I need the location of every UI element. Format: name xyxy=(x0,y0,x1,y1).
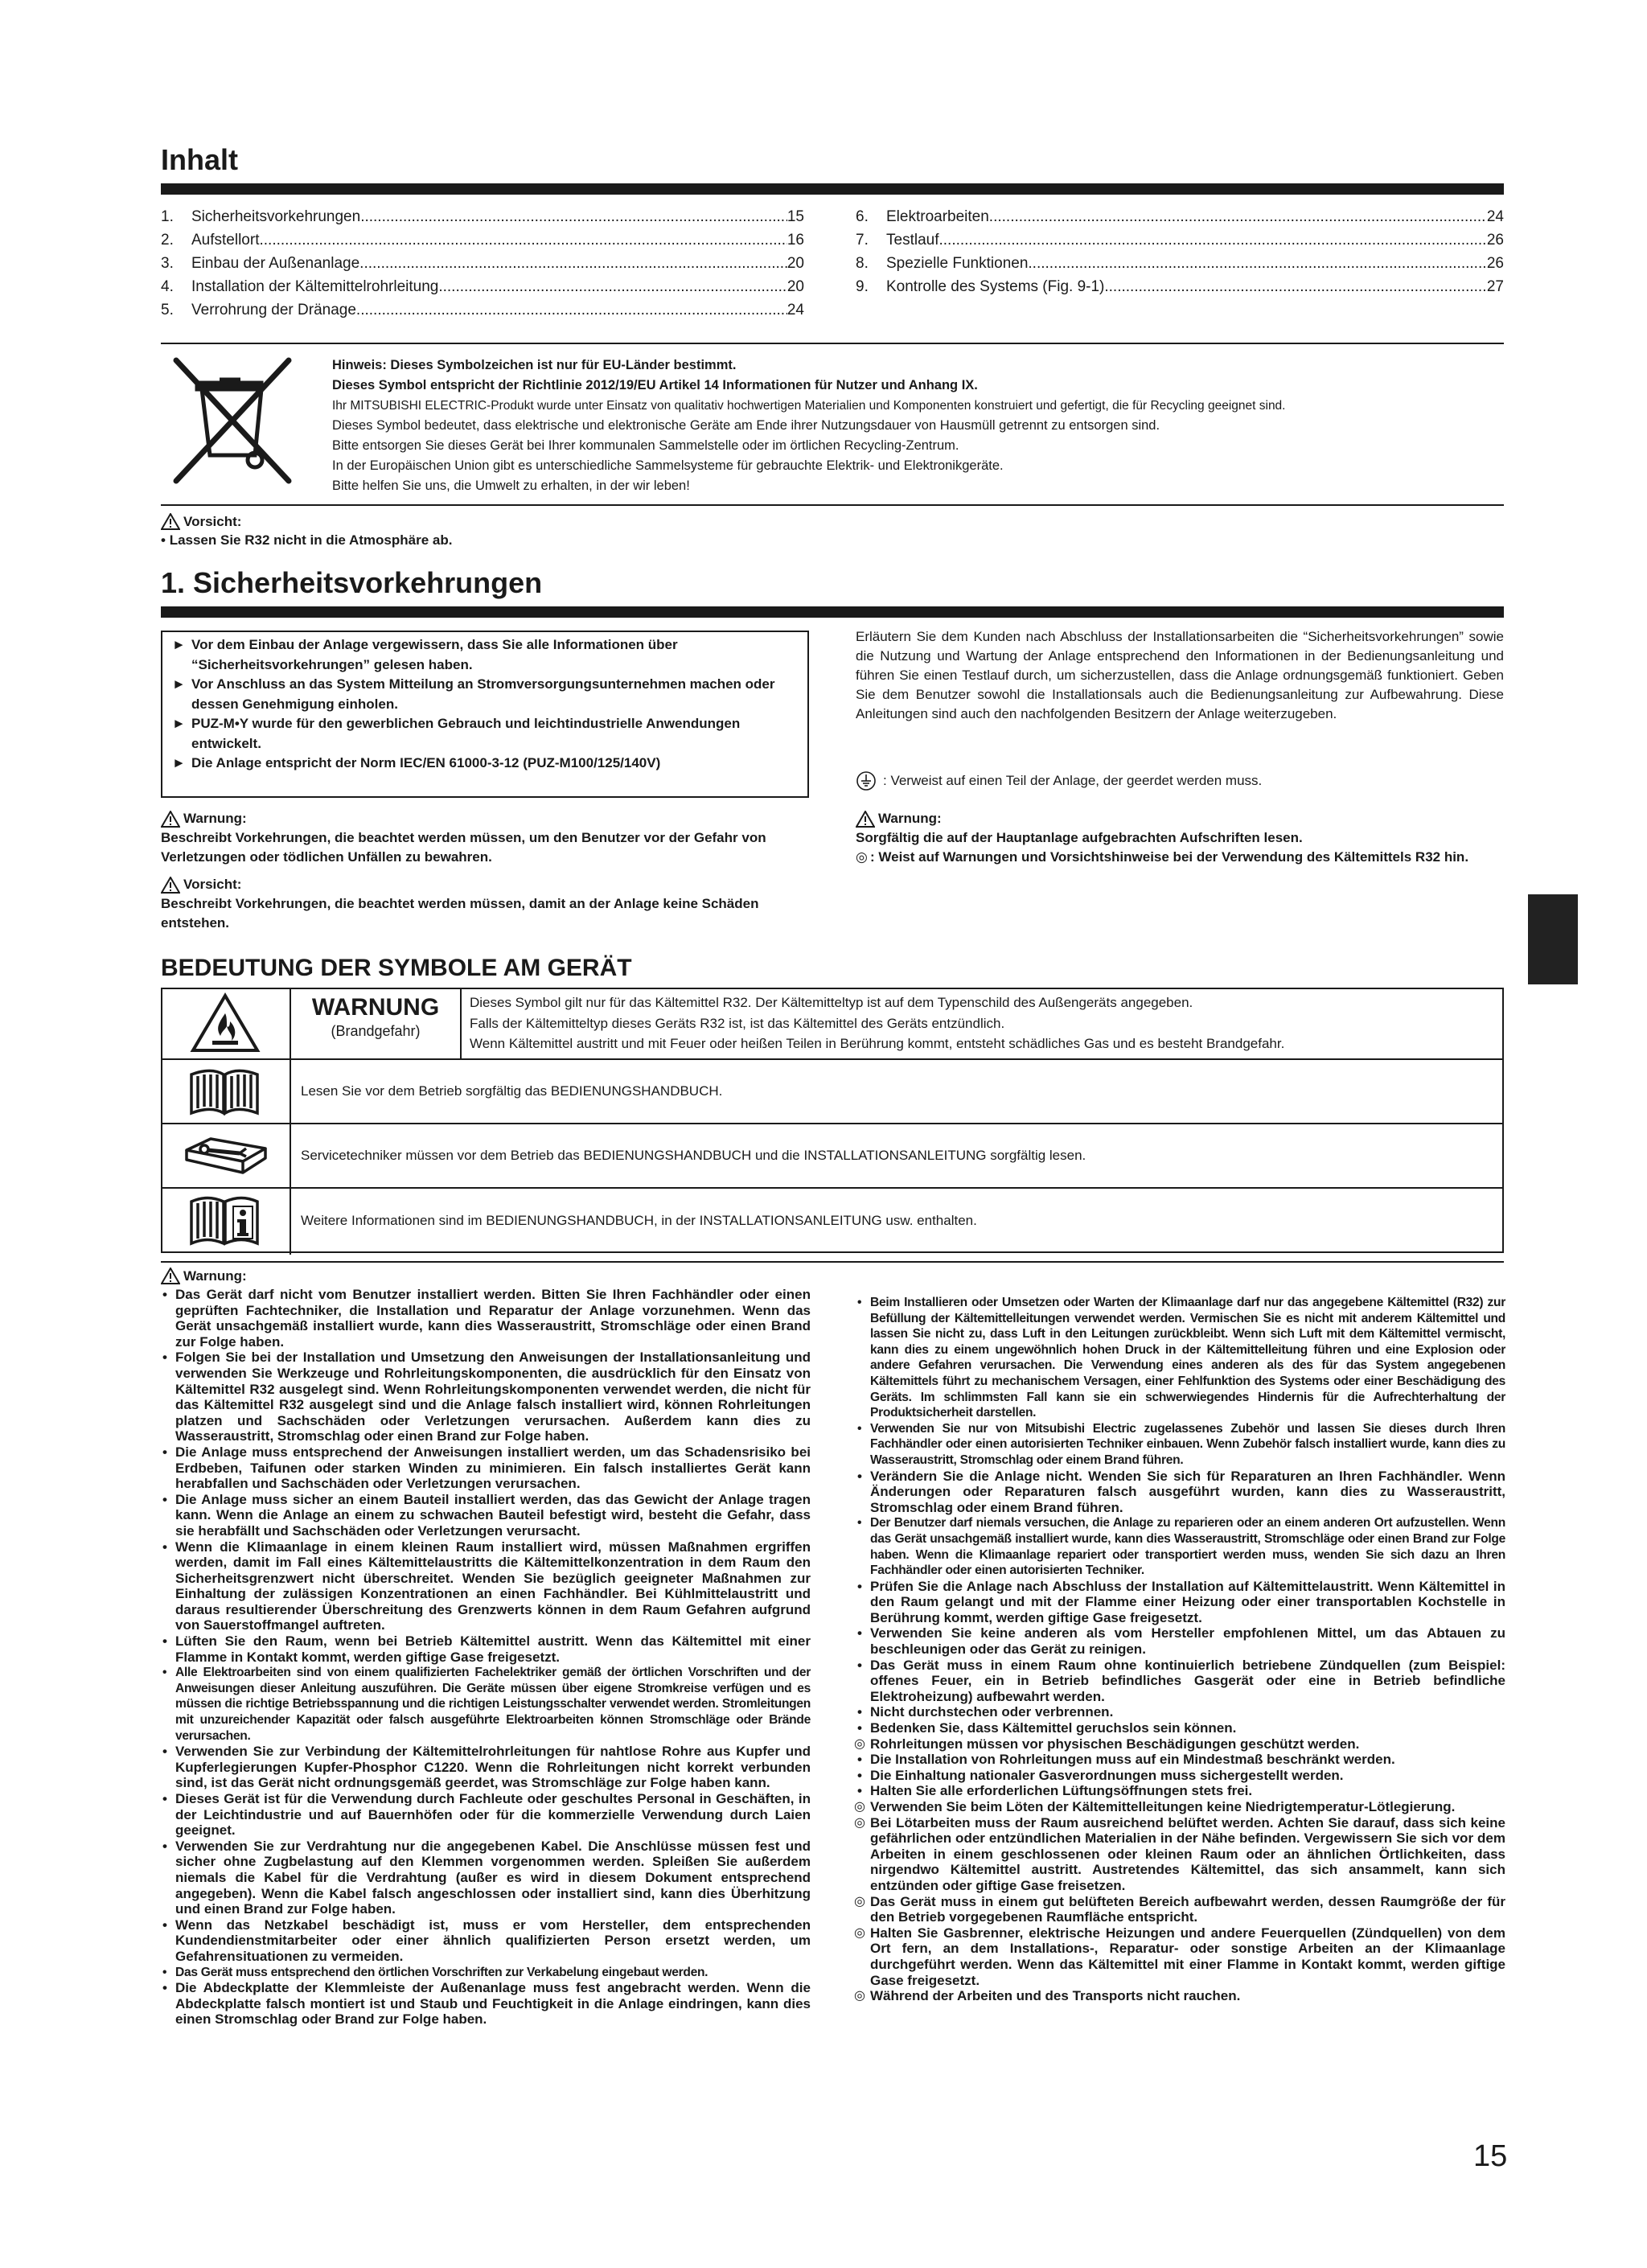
warning-list-item: • Lüften Sie den Raum, wenn bei Betrieb Kältemittel austritt. Wenn das Kältemittel mit einer Flamme in Kontakt kommt, werden giftige Gase freigesetzt. xyxy=(161,1633,811,1665)
eu-notice-line: Dieses Symbol bedeutet, dass elektrische und elektronische Geräte am Ende ihrer Nutzungsdauer von Hausmüll getrennt zu entsorgen sind. xyxy=(332,418,1160,433)
toc-entry[interactable]: 9. Kontrolle des Systems (Fig. 9-1) ..... 27 xyxy=(856,275,1504,298)
warning-text: Beschreibt Vorkehrungen, die beachtet werden müssen, um den Benutzer vor der Gefahr von Verletzungen oder tödlichen Unfällen zu bewahren. xyxy=(161,830,766,865)
ground-note xyxy=(856,770,1504,791)
section-title: 1. Sicherheitsvorkehrungen xyxy=(161,566,543,599)
warning-heading: Warnung: xyxy=(183,1268,247,1284)
warning-list-item: • Die Anlage muss sicher an einem Bauteil installiert werden, das das Gewicht der Anlage tragen kann. Wenn die Anlage an einem zu schwachen Bauteil befestigt wird, besteht die Gefahr, dass sie herabfällt und Sachschäden oder Verletzungen verursacht. xyxy=(161,1492,811,1539)
notice-item: Die Anlage entspricht der Norm IEC/EN 61000-3-12 (PUZ-M100/125/140V) xyxy=(191,755,661,770)
warning-list-item: • Beim Installieren oder Umsetzen oder Warten der Klimaanlage darf nur das angegebene Kältemittel (R32) zur Befüllung der Kältemittelleitungen verwendet werden. Vermischen Sie es nicht mit anderem Kältemittel und lassen Sie nicht zu, dass Luft in den Leitungen zurückbleibt. Wenn sich Luft mit dem Kältemittel vermischt, kann dies zu einem ungewöhnlich hohen Druck in der Kältemittelleitung führen und eine Explosion oder andere Gefahren verursachen. Die Verwendung eines anderen als des für das System angegebenen Kältemittels führt zu mechanischem Versagen, einer Fehlfunktion des Systems oder einer Beschädigung des Geräts. Im schlimmsten Fall kann sie ein schwerwiegendes Hindernis für die Aufrechterhaltung der Produktsicherheit darstellen. xyxy=(856,1295,1505,1421)
warnung-sublabel: (Brandgefahr) xyxy=(331,1023,421,1039)
symbol-row xyxy=(162,989,1502,1058)
notice-item: PUZ-M•Y wurde für den gewerblichen Gebrauch und leichtindustrielle Anwendungen entwickelt. xyxy=(191,716,741,751)
warning-triangle-icon xyxy=(161,811,180,828)
warning-list-item: ◎ Verwenden Sie beim Löten der Kältemittelleitungen keine Niedrigtemperatur-Lötlegierung. xyxy=(856,1799,1505,1815)
ground-note-text: : Verweist auf einen Teil der Anlage, der geerdet werden muss. xyxy=(883,773,1263,788)
toc-title: Inhalt xyxy=(161,143,238,176)
caution-text: Beschreibt Vorkehrungen, die beachtet werden müssen, damit an der Anlage keine Schäden entstehen. xyxy=(161,896,759,931)
toc-entry[interactable]: 2. Aufstellort ..... 16 xyxy=(161,228,804,252)
toc-entry[interactable]: 5. Verrohrung der Dränage ..... 24 xyxy=(161,298,804,322)
crossed-out-wheelie-bin-icon xyxy=(165,352,300,489)
symbol-description: Falls der Kältemitteltyp dieses Geräts R32 ist, ist das Kältemittel des Geräts entzündlich. xyxy=(470,1015,1005,1031)
notice-item: Vor dem Einbau der Anlage vergewissern, dass Sie alle Informationen über “Sicherheitsvorkehrungen” gelesen haben. xyxy=(191,637,678,672)
warning-list-item: • Wenn das Netzkabel beschädigt ist, muss er vom Hersteller, dem entsprechenden Kundendienstmitarbeiter oder einer ähnlich qualifizierten Person ersetzt werden, um Gefahrensituationen zu vermeiden. xyxy=(161,1917,811,1965)
symbols-table xyxy=(161,988,1504,1253)
toc-entry[interactable]: 3. Einbau der Außenanlage ..... 20 xyxy=(161,252,804,275)
symbol-description: Lesen Sie vor dem Betrieb sorgfältig das BEDIENUNGSHANDBUCH. xyxy=(301,1083,723,1099)
warnung-label: WARNUNG xyxy=(311,994,440,1021)
warning-list-item: • Dieses Gerät ist für die Verwendung durch Fachleute oder geschultes Personal in Geschäften, in der Leichtindustrie und auf Bauernhöfen oder für die kommerzielle Verwendung durch Laien geeignet. xyxy=(161,1791,811,1839)
toc-left xyxy=(161,205,804,322)
section-right-para xyxy=(856,627,1504,724)
eu-notice-line: Ihr MITSUBISHI ELECTRIC-Produkt wurde unter Einsatz von qualitativ hochwertigen Materialien und Komponenten konstruiert und gefertigt, die für Recycling geeignet sind. xyxy=(332,399,1286,413)
service-manual-wrench-icon xyxy=(162,1124,291,1189)
symbol-row xyxy=(162,1187,1502,1255)
caution-item: Lassen Sie R32 nicht in die Atmosphäre ab. xyxy=(169,532,453,548)
eu-notice-line: Hinweis: Dieses Symbolzeichen ist nur für EU-Länder bestimmt. xyxy=(332,358,737,372)
eu-notice-bottom-rule xyxy=(161,504,1504,506)
symbol-row xyxy=(162,1058,1502,1124)
flammable-warning-icon xyxy=(162,989,291,1058)
toc-entry[interactable]: 8. Spezielle Funktionen ..... 26 xyxy=(856,252,1504,275)
manual-book-icon xyxy=(162,1060,291,1124)
eu-notice-text xyxy=(332,355,1498,496)
warning-list-item: ◎ Halten Sie Gasbrenner, elektrische Heizungen und andere Feuerquellen (Zündquellen) von dem Ort fern, an dem Installations-, Reparatur- oder sonstige Arbeiten an der Klimaanlage durchgeführt werden. Wenn das Kältemittel mit einer Flamme in Kontakt kommt, werden giftige Gase freigesetzt. xyxy=(856,1925,1505,1988)
warning-list-item: • Halten Sie alle erforderlichen Lüftungsöffnungen stets frei. xyxy=(856,1783,1505,1799)
warning-list-item: • Die Abdeckplatte der Klemmleiste der Außenanlage muss fest angebracht werden. Wenn die Abdeckplatte falsch montiert ist und Staub und Feuchtigkeit in die Anlage eindringen, kann dies einen Stromschlag oder Brand zur Folge haben. xyxy=(161,1980,811,2028)
caution-top: Vorsicht: • Lassen Sie R32 nicht in die Atmosphäre ab. xyxy=(161,513,453,548)
warning-list-item: ◎ Bei Lötarbeiten muss der Raum ausreichend belüftet werden. Achten Sie darauf, dass sich keine gefährlichen oder entzündlichen Materialien in der Nähe befinden. Vergewissern Sie sich vor dem Arbeiten in einem geschlossenen oder kleinen Raum oder an ähnlichen Örtlichkeiten, dass nirgendwo Kältemittel austritt. Austretendes Kältemittel, das sich ansammelt, kann sich entzünden oder giftige Gase freisetzen. xyxy=(856,1815,1505,1894)
toc-entry[interactable]: 1. Sicherheitsvorkehrungen ..... 15 xyxy=(161,205,804,228)
section-left-warnings xyxy=(161,809,809,933)
warning-list-item: • Die Anlage muss entsprechend der Anweisungen installiert werden, um das Schadensrisiko bei Erdbeben, Taifunen oder starken Winden zu minimieren. Ein falsch installiertes Gerät kann herabfallen und Sachschäden oder Verletzungen verursachen. xyxy=(161,1444,811,1492)
warning-list-item: • Das Gerät darf nicht vom Benutzer installiert werden. Bitten Sie Ihren Fachhändler oder einen geprüften Fachtechniker, die Installation und Reparatur der Anlage vorzunehmen. Wenn das Gerät unsachgemäß installiert wurde, kann dies Wasseraustritt, Stromschläge oder einen Brand zur Folge haben. xyxy=(161,1287,811,1350)
warning-list-item: • Verändern Sie die Anlage nicht. Wenden Sie sich für Reparaturen an Ihren Fachhändler. Wenn Änderungen oder Reparaturen falsch ausgeführt wurden, kann dies zu Wasseraustritt, Stromschlag oder einem Brand führen. xyxy=(856,1469,1505,1516)
caution-heading: Vorsicht: xyxy=(183,877,242,892)
title-rule xyxy=(161,183,1504,195)
warning-triangle-icon xyxy=(161,877,180,894)
warning-list-item: • Nicht durchstechen oder verbrennen. xyxy=(856,1704,1505,1720)
warning-list-item: ◎ Das Gerät muss in einem gut belüfteten Bereich aufbewahrt werden, dessen Raumgröße der für den Betrieb vorgegebenen Raumfläche entspricht. xyxy=(856,1894,1505,1925)
warning-list-item: • Wenn die Klimaanlage in einem kleinen Raum installiert wird, müssen Maßnahmen ergriffen werden, damit im Fall eines Kältemittelaustritts die Kältemittelkonzentration in dem Raum den Sicherheitsgrenzwert nicht überschreitet. Wenden Sie bezüglich geeigneter Maßnahmen zur Einhaltung der zulässigen Konzentrationen an einen Fachhändler. Bei Kühlmittelaustritt und daraus resultierender Überschreitung des Grenzwerts können in dem Raum Gefahren aufgrund von Sauerstoffmangel auftreten. xyxy=(161,1539,811,1634)
toc-entry[interactable]: 6. Elektroarbeiten ..... 24 xyxy=(856,205,1504,228)
warnings-right-column xyxy=(856,1295,1505,2004)
warning-list-item: • Alle Elektroarbeiten sind von einem qualifizierten Fachelektriker gemäß der örtlichen Vorschriften und der Anweisungen dieser Anleitung auszuführen. Die Geräte müssen über eigene Stromkreise verfügen und es müssen die richtige Betriebsspannung und die richtigen Leistungsschalter verwendet werden. Stromleitungen mit unzureichender Kapazität oder falsch ausgeführte Elektroarbeiten können Stromschläge oder Brände verursachen. xyxy=(161,1665,811,1744)
warning-list-item: • Die Einhaltung nationaler Gasverordnungen muss sichergestellt werden. xyxy=(856,1768,1505,1784)
warnings-head xyxy=(161,1268,247,1284)
warning-list-item: • Verwenden Sie nur von Mitsubishi Electric zugelassenes Zubehör und lassen Sie dieses durch Ihren Fachhändler oder einen autorisierten Techniker einbauen. Wenn Zubehör falsch installiert wurde, kann dies zu Wasseraustritt, Stromschlag oder einem Brand führen. xyxy=(856,1421,1505,1469)
warning-text: Sorgfältig die auf der Hauptanlage aufgebrachten Aufschriften lesen. xyxy=(856,830,1303,845)
warning-triangle-icon xyxy=(161,1268,180,1284)
warning-list-item: • Die Installation von Rohrleitungen muss auf ein Mindestmaß beschränkt werden. xyxy=(856,1752,1505,1768)
page-number: 15 xyxy=(1473,2139,1508,2173)
warning-triangle-icon xyxy=(856,811,875,828)
caution-heading: Vorsicht: xyxy=(183,513,242,529)
ground-symbol-icon xyxy=(856,770,877,791)
chapter-side-tab xyxy=(1528,894,1578,984)
symbol-description: Dieses Symbol gilt nur für das Kältemittel R32. Der Kältemitteltyp ist auf dem Typenschild des Außengeräts angegeben. xyxy=(470,995,1193,1010)
eu-notice-line: Bitte entsorgen Sie dieses Gerät bei Ihrer kommunalen Sammelstelle oder im örtlichen Recycling-Zentrum. xyxy=(332,438,959,453)
preinstall-notice-box: ► Vor dem Einbau der Anlage vergewissern, dass Sie alle Informationen über “Sicherheitsvorkehrungen” gelesen haben. ► Vor Anschluss an das System Mitteilung an Stromversorgungsunternehmen machen oder dessen Genehmigung einholen. ► PUZ-M•Y wurde für den gewerblichen Gebrauch und leichtindustrielle Anwendungen entwickelt. ► Die Anlage entspricht der Norm IEC/EN 61000-3-12 (PUZ-M100/125/140V) xyxy=(161,631,809,798)
eu-notice-line: In der Europäischen Union gibt es unterschiedliche Sammelsysteme für gebrauchte Elektrik- und Elektronikgeräte. xyxy=(332,458,1004,473)
toc-right xyxy=(856,205,1504,298)
warnings-left-column xyxy=(161,1287,811,2028)
warning-list-item: • Verwenden Sie zur Verdrahtung nur die angegebenen Kabel. Die Anschlüsse müssen fest und sicher ohne Zugbelastung auf den Klemmen vorgenommen werden. Spleißen Sie außerdem niemals die Kabel für die Verdrahtung (außer es wird in diesem Dokument entsprechend angegeben). Wenn die Kabel falsch angeschlossen oder installiert sind, kann dies Überhitzung und einen Brand zur Folge haben. xyxy=(161,1839,811,1917)
symbol-description: Servicetechniker müssen vor dem Betrieb das BEDIENUNGSHANDBUCH und die INSTALLATIONSANLEITUNG sorgfältig lesen. xyxy=(301,1148,1086,1163)
toc-entry[interactable]: 4. Installation der Kältemittelrohrleitung ..... 20 xyxy=(161,275,804,298)
eu-notice-top-rule xyxy=(161,343,1504,344)
warning-heading: Warnung: xyxy=(878,811,942,826)
eu-notice-line: Bitte helfen Sie uns, die Umwelt zu erhalten, in der wir leben! xyxy=(332,479,690,493)
warning-list-item: • Verwenden Sie zur Verbindung der Kältemittelrohrleitungen für nahtlose Rohre aus Kupfer und Kupferlegierungen Kupfer-Phosphor C1220. Wenn die Rohrleitungen nicht korrekt verbunden sind, ist das Gerät nicht ordnungsgemäß geerdet, was Stromschläge zur Folge haben kann. xyxy=(161,1744,811,1791)
warning-text: : Weist auf Warnungen und Vorsichtshinweise bei der Verwendung des Kältemittels R32 hin. xyxy=(870,849,1469,865)
toc-entry[interactable]: 7. Testlauf ..... 26 xyxy=(856,228,1504,252)
section-right-warnings: Warnung: Sorgfältig die auf der Hauptanlage aufgebrachten Aufschriften lesen. ◎ : Weist auf Warnungen und Vorsichtshinweise bei der Verwendung des Kältemittels R32 hin. xyxy=(856,809,1504,867)
warning-list-item: • Prüfen Sie die Anlage nach Abschluss der Installation auf Kältemittelaustritt. Wenn Kältemittel in den Raum gelangt und mit der Flamme einer Heizung oder einer transportablen Kochstelle in Berührung kommt, werden giftige Gase freigesetzt. xyxy=(856,1579,1505,1626)
warning-list-item: ◎ Rohrleitungen müssen vor physischen Beschädigungen geschützt werden. xyxy=(856,1736,1505,1752)
warning-list-item: • Bedenken Sie, dass Kältemittel geruchslos sein können. xyxy=(856,1720,1505,1736)
section-rule xyxy=(161,606,1504,618)
notice-item: Vor Anschluss an das System Mitteilung an Stromversorgungsunternehmen machen oder dessen Genehmigung einholen. xyxy=(191,676,775,712)
symbol-description: Wenn Kältemittel austritt und mit Feuer oder heißen Teilen in Berührung kommt, entsteht schädliches Gas und es besteht Brandgefahr. xyxy=(470,1036,1285,1051)
warnings-top-rule xyxy=(161,1261,1504,1263)
warning-list-item: • Der Benutzer darf niemals versuchen, die Anlage zu reparieren oder an einem anderen Ort aufzustellen. Wenn das Gerät unsachgemäß installiert wurde, kann dies Wasseraustritt, Stromschläge oder einen Brand zur Folge haben. Wenn die Klimaanlage repariert oder transportiert werden muss, wenden Sie sich dazu an Ihren Fachhändler oder einen autorisierten Techniker. xyxy=(856,1515,1505,1578)
information-book-icon xyxy=(162,1189,291,1255)
warning-list-item: ◎ Während der Arbeiten und des Transports nicht rauchen. xyxy=(856,1988,1505,2004)
warning-list-item: • Folgen Sie bei der Installation und Umsetzung den Anweisungen der Installationsanleitung und verwenden Sie Werkzeuge und Rohrleitungskomponenten, die ausdrücklich für den Einsatz von Kältemittel R32 ausgelegt sind. Wenn Rohrleitungskomponenten verwendet werden, die nicht für das Kältemittel R32 ausgelegt sind und die Anlage falsch installiert wird, können Rohrleitungen platzen und Sachschäden oder Verletzungen verursachen. Außerdem kann dies zu Wasseraustritt, Stromschlag oder einen Brand zur Folge haben. xyxy=(161,1350,811,1444)
handover-paragraph: Erläutern Sie dem Kunden nach Abschluss der Installationsarbeiten die “Sicherheitsvorkehrungen” sowie die Nutzung und Wartung der Anlage entsprechend den Informationen in der Bedienungsanleitung und führen Sie einen Testlauf durch, um sicherzustellen, dass die Anlage ordnungsgemäß funktioniert. Geben Sie dem Benutzer sowohl die Installationsals auch die Bedienungsanleitung zur Aufbewahrung. Diese Anleitungen sind auch den nachfolgenden Besitzern der Anlage weiterzugeben. xyxy=(856,629,1504,721)
warning-list-item: • Verwenden Sie keine anderen als vom Hersteller empfohlenen Mittel, um das Abtauen zu beschleunigen oder das Gerät zu reinigen. xyxy=(856,1625,1505,1657)
symbols-title: BEDEUTUNG DER SYMBOLE AM GERÄT xyxy=(161,955,632,981)
eu-notice-line: Dieses Symbol entspricht der Richtlinie 2012/19/EU Artikel 14 Informationen für Nutzer und Anhang IX. xyxy=(332,378,978,392)
symbol-row xyxy=(162,1123,1502,1189)
warning-list-item: • Das Gerät muss entsprechend den örtlichen Vorschriften zur Verkabelung eingebaut werden. xyxy=(161,1965,811,1981)
warning-list-item: • Das Gerät muss in einem Raum ohne kontinuierlich betriebene Zündquellen (zum Beispiel: offenes Feuer, ein in Betrieb befindliches Gasgerät oder eine in Betrieb befindliche Elektroheizung) aufbewahrt werden. xyxy=(856,1658,1505,1705)
warning-heading: Warnung: xyxy=(183,811,247,826)
warning-triangle-icon xyxy=(161,513,180,530)
symbol-description: Weitere Informationen sind im BEDIENUNGSHANDBUCH, in der INSTALLATIONSANLEITUNG usw. enthalten. xyxy=(301,1213,977,1228)
